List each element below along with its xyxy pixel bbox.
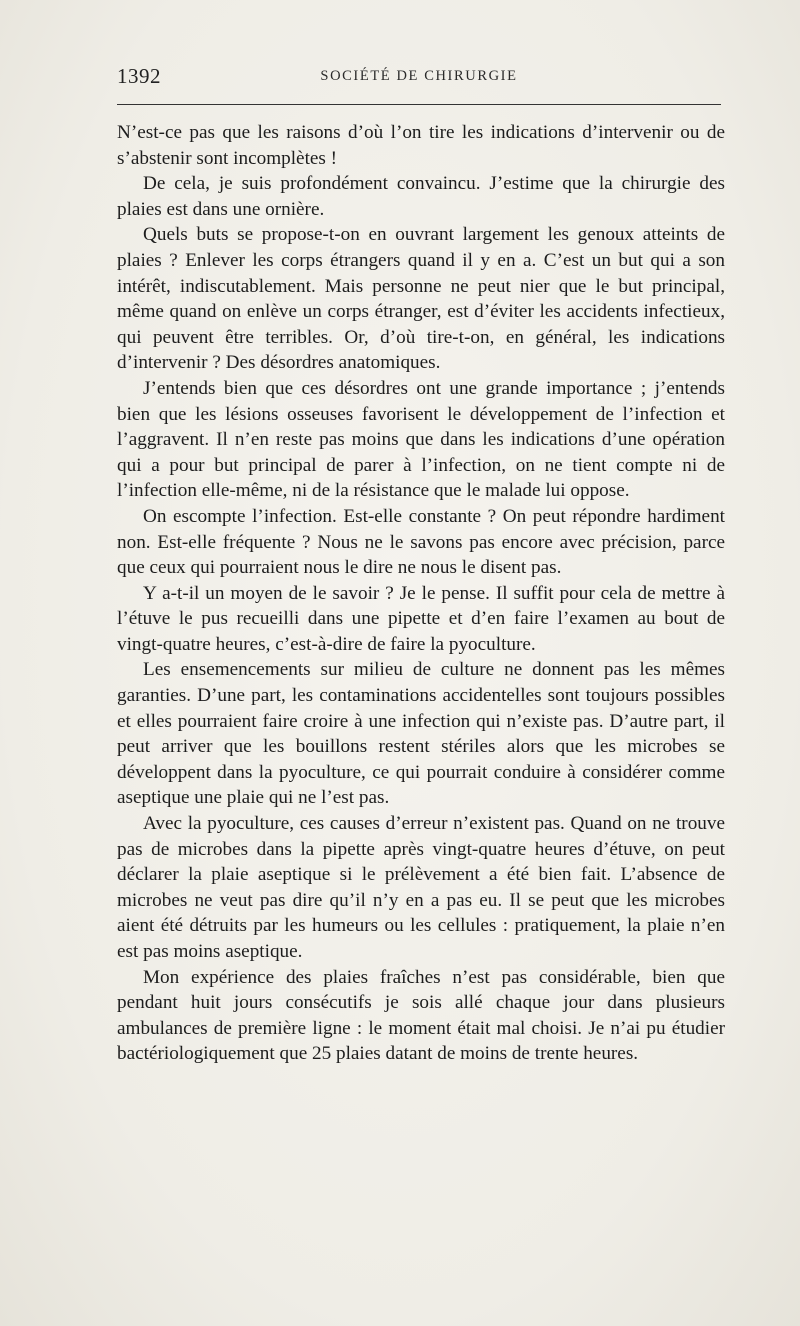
- paragraph: Quels buts se propose-t-on en ouvrant largement les genoux atteints de plaies ? Enlever les corps étrangers quand il y en a. C’est un but qui a son intérêt, indiscutablement. Mais personne ne peut nier que le but principal, même quand on enlève un corps étranger, est d’éviter les accidents infectieux, qui peuvent être terribles. Or, d’où tire-t-on, en général, les indications d’intervenir ? Des désordres anatomiques.: [117, 224, 725, 374]
- paragraph: Mon expérience des plaies fraîches n’est pas considérable, bien que pendant huit jours consécutifs je sois allé chaque jour dans plusieurs ambulances de première ligne : le moment était mal choisi. Je n’ai pu étudier bactériologiquement que 25 plaies datant de moins de trente heures.: [117, 966, 725, 1065]
- header-rule: [117, 104, 721, 105]
- paragraph: Y a-t-il un moyen de le savoir ? Je le pense. Il suffit pour cela de mettre à l’étuve le pus recueilli dans une pipette et d’en faire l’examen au bout de vingt-quatre heures, c’est-à-dire de faire la pyoculture.: [117, 582, 725, 655]
- running-title: SOCIÉTÉ DE CHIRURGIE: [320, 68, 518, 84]
- page-header: [117, 64, 721, 94]
- paragraph: Avec la pyoculture, ces causes d’erreur n’existent pas. Quand on ne trouve pas de microbes dans la pipette après vingt-quatre heures d’étuve, on peut déclarer la plaie aseptique si le prélèvement a été bien fait. L’absence de microbes ne veut pas dire qu’il n’y en a pas eu. Il se peut que les microbes aient été détruits par les humeurs ou les cellules : pratiquement, la plaie n’en est pas moins aseptique.: [117, 813, 725, 962]
- body-text: [117, 120, 725, 1067]
- paragraph: N’est-ce pas que les raisons d’où l’on tire les indications d’intervenir ou de s’abstenir sont incomplètes !: [117, 122, 725, 169]
- paragraph: On escompte l’infection. Est-elle constante ? On peut répondre hardiment non. Est-elle fréquente ? Nous ne le savons pas encore avec précision, parce que ceux qui pourraient nous le dire ne nous le disent pas.: [117, 505, 725, 579]
- paragraph: De cela, je suis profondément convaincu. J’estime que la chirurgie des plaies est dans une ornière.: [117, 173, 725, 220]
- paragraph: J’entends bien que ces désordres ont une grande importance ; j’entends bien que les lésions osseuses favorisent le développement de l’infection et l’aggravent. Il n’en reste pas moins que dans les indications d’une opération qui a pour but principal de parer à l’infection, on ne tient compte ni de l’infection elle-même, ni de la résistance que le malade lui oppose.: [117, 377, 725, 502]
- paragraph: Les ensemencements sur milieu de culture ne donnent pas les mêmes garanties. D’une part, les contaminations accidentelles sont toujours possibles et elles pourraient faire croire à une infection qui n’existe pas. D’autre part, il peut arriver que les bouillons restent stériles alors que les microbes se développent dans la pyoculture, ce qui pourrait conduire à considérer comme aseptique une plaie qui ne l’est pas.: [117, 659, 725, 809]
- page-number: 1392: [117, 64, 161, 88]
